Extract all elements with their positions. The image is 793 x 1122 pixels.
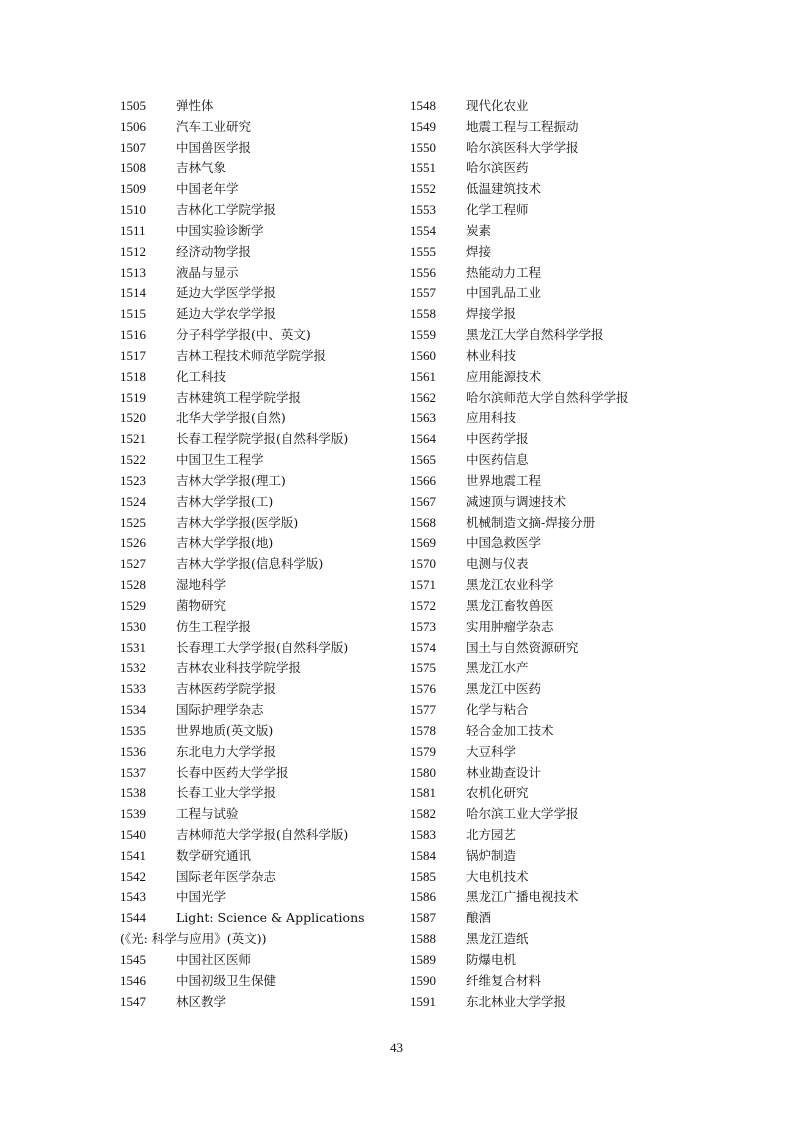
journal-title: 轻合金加工技术 xyxy=(466,722,554,738)
journal-title: 吉林气象 xyxy=(176,160,227,176)
journal-entry xyxy=(120,846,398,867)
entry-number: 1526 xyxy=(120,535,146,551)
journal-entry xyxy=(410,283,680,304)
journal-entry xyxy=(120,304,398,325)
journal-title: 吉林大学学报(医学版) xyxy=(176,514,299,530)
journal-entry xyxy=(410,429,680,450)
journal-entry xyxy=(120,783,398,804)
journal-title: 吉林大学学报(信息科学版) xyxy=(176,556,324,572)
journal-title: 焊接学报 xyxy=(466,306,517,322)
journal-entry xyxy=(120,867,398,888)
journal-title: 哈尔滨医科大学学报 xyxy=(466,139,579,155)
journal-title: 汽车工业研究 xyxy=(176,118,252,134)
entry-number: 1506 xyxy=(120,118,146,134)
journal-entry xyxy=(120,575,398,596)
entry-number: 1509 xyxy=(120,181,146,197)
entry-number: 1535 xyxy=(120,722,146,738)
entry-number: 1577 xyxy=(410,702,436,718)
journal-title: 经济动物学报 xyxy=(176,243,252,259)
entry-number: 1505 xyxy=(120,98,146,113)
journal-entry xyxy=(410,388,680,409)
journal-title: 菌物研究 xyxy=(176,597,227,613)
entry-number: 1530 xyxy=(120,618,146,634)
journal-entry xyxy=(120,971,398,992)
journal-title: 应用能源技术 xyxy=(466,368,542,384)
journal-title: 焊接 xyxy=(466,243,492,259)
journal-entry xyxy=(120,200,398,221)
journal-entry xyxy=(410,825,680,846)
entry-number: 1510 xyxy=(120,202,146,218)
journal-entry xyxy=(410,367,680,388)
journal-entry xyxy=(120,721,398,742)
entry-number: 1548 xyxy=(410,98,436,113)
journal-title: 中医药信息 xyxy=(466,452,529,468)
journal-title: 长春工业大学学报 xyxy=(176,785,277,801)
entry-number: 1555 xyxy=(410,243,436,259)
journal-title: 中国乳品工业 xyxy=(466,285,542,301)
journal-title: 地震工程与工程振动 xyxy=(466,118,579,134)
journal-title: 热能动力工程 xyxy=(466,264,542,280)
journal-entry xyxy=(120,96,398,117)
entry-number: 1508 xyxy=(120,160,146,176)
entry-number: 1541 xyxy=(120,847,146,863)
entry-number: 1586 xyxy=(410,889,436,905)
journal-title: 长春中医药大学学报 xyxy=(176,764,289,780)
journal-entry xyxy=(120,429,398,450)
journal-entry xyxy=(410,846,680,867)
journal-entry xyxy=(120,158,398,179)
journal-title: 黑龙江农业科学 xyxy=(466,577,554,593)
journal-entry xyxy=(410,533,680,554)
entry-number: 1546 xyxy=(120,972,146,988)
journal-entry xyxy=(410,554,680,575)
journal-entry xyxy=(410,471,680,492)
entry-number: 1582 xyxy=(410,806,436,822)
journal-title: 数学研究通讯 xyxy=(176,847,252,863)
journal-entry xyxy=(410,117,680,138)
journal-title: 吉林化工学院学报 xyxy=(176,202,277,218)
journal-entry xyxy=(410,950,680,971)
journal-title: 林业科技 xyxy=(466,347,517,363)
journal-entry xyxy=(120,492,398,513)
journal-title: 大豆科学 xyxy=(466,743,517,759)
journal-entry xyxy=(410,408,680,429)
entry-number: 1558 xyxy=(410,306,436,322)
journal-title: 中国初级卫生保健 xyxy=(176,972,277,988)
entry-number: 1559 xyxy=(410,327,436,343)
journal-entry xyxy=(120,887,398,908)
entry-number: 1551 xyxy=(410,160,436,176)
entry-number: 1556 xyxy=(410,264,436,280)
journal-entry xyxy=(410,658,680,679)
entry-number: 1587 xyxy=(410,910,436,926)
journal-title: 长春理工大学学报(自然科学版) xyxy=(176,639,349,655)
journal-title: 电测与仪表 xyxy=(466,556,529,572)
entry-number: 1588 xyxy=(410,931,436,947)
journal-entry xyxy=(410,346,680,367)
journal-title: 中国兽医学报 xyxy=(176,139,252,155)
entry-number: 1590 xyxy=(410,972,436,988)
journal-entry xyxy=(120,825,398,846)
journal-title: 纤维复合材料 xyxy=(466,972,542,988)
journal-title: 吉林农业科技学院学报 xyxy=(176,660,302,676)
journal-entry xyxy=(120,117,398,138)
entry-number: 1550 xyxy=(410,139,436,155)
journal-entry xyxy=(410,492,680,513)
journal-entry xyxy=(410,96,680,117)
journal-entry xyxy=(120,242,398,263)
journal-entry xyxy=(410,867,680,888)
entry-number: 1536 xyxy=(120,743,146,759)
entry-number: 1518 xyxy=(120,368,146,384)
entry-number: 1584 xyxy=(410,847,436,863)
entry-number: 1567 xyxy=(410,493,436,509)
journal-title: 林业勘查设计 xyxy=(466,764,542,780)
entry-number: 1515 xyxy=(120,306,146,322)
entry-number: 1534 xyxy=(120,702,146,718)
journal-title: 化学工程师 xyxy=(466,202,529,218)
journal-entry xyxy=(410,908,680,929)
entry-number: 1578 xyxy=(410,722,436,738)
journal-entry xyxy=(410,325,680,346)
journal-title: 中国实验诊断学 xyxy=(176,222,264,238)
entry-number: 1553 xyxy=(410,202,436,218)
journal-entry xyxy=(120,263,398,284)
entry-number: 1511 xyxy=(120,222,146,238)
journal-entry xyxy=(120,700,398,721)
journal-entry xyxy=(120,950,398,971)
entry-number: 1513 xyxy=(120,264,146,280)
entry-number: 1574 xyxy=(410,639,436,655)
entry-number: 1557 xyxy=(410,285,436,301)
journal-title: 液晶与显示 xyxy=(176,264,239,280)
journal-title: 黑龙江畜牧兽医 xyxy=(466,597,554,613)
journal-entry xyxy=(410,992,680,1013)
entry-number: 1539 xyxy=(120,806,146,822)
entry-number: 1519 xyxy=(120,389,146,405)
journal-entry xyxy=(120,513,398,534)
journal-entry xyxy=(410,575,680,596)
entry-number: 1543 xyxy=(120,889,146,905)
journal-title: 弹性体 xyxy=(176,98,214,113)
journal-title: 酿酒 xyxy=(466,910,492,926)
journal-title: 锅炉制造 xyxy=(466,847,517,863)
entry-number: 1516 xyxy=(120,327,146,343)
entry-number: 1560 xyxy=(410,347,436,363)
entry-number: 1576 xyxy=(410,681,436,697)
entry-number: 1549 xyxy=(410,118,436,134)
journal-title: 中国光学 xyxy=(176,889,227,905)
journal-entry xyxy=(120,742,398,763)
journal-title: 吉林工程技术师范学院学报 xyxy=(176,347,327,363)
journal-entry xyxy=(410,513,680,534)
journal-title: 实用肿瘤学杂志 xyxy=(466,618,554,634)
journal-title: 东北电力大学学报 xyxy=(176,743,277,759)
page-number: 43 xyxy=(390,1040,403,1055)
journal-entry xyxy=(410,200,680,221)
journal-entry xyxy=(410,700,680,721)
journal-entry xyxy=(410,742,680,763)
entry-number: 1540 xyxy=(120,826,146,842)
journal-title: 炭素 xyxy=(466,222,492,238)
journal-title: 中医药学报 xyxy=(466,431,529,447)
journal-entry xyxy=(410,929,680,950)
journal-entry xyxy=(120,533,398,554)
entry-number: 1571 xyxy=(410,577,436,593)
journal-title: 吉林建筑工程学院学报 xyxy=(176,389,302,405)
journal-title: 分子科学学报(中、英文) xyxy=(176,327,311,343)
journal-entry xyxy=(410,450,680,471)
journal-title: 农机化研究 xyxy=(466,785,529,801)
entry-number: 1585 xyxy=(410,868,436,884)
journal-entry xyxy=(120,763,398,784)
entry-number: 1547 xyxy=(120,993,146,1009)
journal-title: 湿地科学 xyxy=(176,577,227,593)
entry-number: 1570 xyxy=(410,556,436,572)
journal-title: 中国社区医师 xyxy=(176,951,252,967)
journal-entry xyxy=(120,471,398,492)
journal-title: 吉林医药学院学报 xyxy=(176,681,277,697)
entry-number: 1523 xyxy=(120,472,146,488)
journal-entry xyxy=(120,179,398,200)
journal-title: 中国卫生工程学 xyxy=(176,452,264,468)
journal-title: 吉林大学学报(地) xyxy=(176,535,274,551)
journal-entry xyxy=(120,679,398,700)
journal-title: 防爆电机 xyxy=(466,951,517,967)
journal-entry xyxy=(410,617,680,638)
entry-number: 1554 xyxy=(410,222,436,238)
entry-number: 1568 xyxy=(410,514,436,530)
journal-title: 机械制造文摘-焊接分册 xyxy=(466,514,596,530)
journal-entry xyxy=(410,263,680,284)
journal-title: 黑龙江造纸 xyxy=(466,931,529,947)
entry-number: 1544 xyxy=(120,910,146,926)
journal-title: 中国急救医学 xyxy=(466,535,542,551)
entry-number: 1522 xyxy=(120,452,146,468)
journal-title: 林区教学 xyxy=(176,993,227,1009)
entry-number: 1529 xyxy=(120,597,146,613)
journal-entry xyxy=(120,388,398,409)
entry-number: 1537 xyxy=(120,764,146,780)
entry-number: 1564 xyxy=(410,431,436,447)
entry-number: 1572 xyxy=(410,597,436,613)
journal-entry xyxy=(410,304,680,325)
journal-entry xyxy=(410,242,680,263)
journal-title: 大电机技术 xyxy=(466,868,529,884)
journal-entry xyxy=(120,992,398,1013)
journal-title: 世界地震工程 xyxy=(466,472,542,488)
journal-entry xyxy=(410,596,680,617)
journal-title: 化学与粘合 xyxy=(466,702,529,718)
journal-entry xyxy=(120,638,398,659)
entry-number: 1562 xyxy=(410,389,436,405)
journal-title: 延边大学农学学报 xyxy=(176,306,277,322)
journal-title: 化工科技 xyxy=(176,368,227,384)
journal-title: Light: Science & Applications xyxy=(176,910,365,926)
entry-number: 1565 xyxy=(410,452,436,468)
journal-entry xyxy=(410,783,680,804)
journal-entry xyxy=(120,325,398,346)
journal-entry xyxy=(410,221,680,242)
entry-number: 1525 xyxy=(120,514,146,530)
journal-title: 黑龙江广播电视技术 xyxy=(466,889,579,905)
journal-entry xyxy=(410,138,680,159)
journal-title: 黑龙江中医药 xyxy=(466,681,542,697)
journal-entry xyxy=(120,617,398,638)
journal-title: 黑龙江水产 xyxy=(466,660,529,676)
entry-number: 1591 xyxy=(410,993,436,1009)
journal-title: 黑龙江大学自然科学学报 xyxy=(466,327,604,343)
journal-title: 国土与自然资源研究 xyxy=(466,639,579,655)
journal-title: 长春工程学院学报(自然科学版) xyxy=(176,431,349,447)
journal-title: 哈尔滨工业大学学报 xyxy=(466,806,579,822)
journal-title: 北华大学学报(自然) xyxy=(176,410,286,426)
journal-entry-continuation xyxy=(120,929,398,950)
journal-title: 减速顶与调速技术 xyxy=(466,493,567,509)
right-column xyxy=(410,96,680,1012)
journal-title: 应用科技 xyxy=(466,410,517,426)
journal-title: (《光: 科学与应用》(英文)) xyxy=(120,931,267,947)
journal-title: 中国老年学 xyxy=(176,181,239,197)
entry-number: 1532 xyxy=(120,660,146,676)
entry-number: 1527 xyxy=(120,556,146,572)
journal-entry xyxy=(120,658,398,679)
journal-entry xyxy=(120,596,398,617)
journal-title: 仿生工程学报 xyxy=(176,618,252,634)
entry-number: 1563 xyxy=(410,410,436,426)
entry-number: 1552 xyxy=(410,181,436,197)
journal-entry xyxy=(410,679,680,700)
journal-entry xyxy=(410,763,680,784)
journal-title: 国际护理学杂志 xyxy=(176,702,264,718)
entry-number: 1533 xyxy=(120,681,146,697)
entry-number: 1575 xyxy=(410,660,436,676)
journal-title: 现代化农业 xyxy=(466,98,529,113)
journal-entry xyxy=(120,138,398,159)
journal-entry xyxy=(120,221,398,242)
journal-entry xyxy=(120,346,398,367)
journal-entry xyxy=(120,367,398,388)
entry-number: 1520 xyxy=(120,410,146,426)
journal-entry xyxy=(410,887,680,908)
journal-entry xyxy=(120,283,398,304)
journal-title: 工程与试验 xyxy=(176,806,239,822)
journal-title: 北方园艺 xyxy=(466,826,517,842)
journal-title: 国际老年医学杂志 xyxy=(176,868,277,884)
journal-title: 哈尔滨医药 xyxy=(466,160,529,176)
left-column xyxy=(120,96,398,1012)
entry-number: 1528 xyxy=(120,577,146,593)
entry-number: 1507 xyxy=(120,139,146,155)
entry-number: 1521 xyxy=(120,431,146,447)
journal-title: 东北林业大学学报 xyxy=(466,993,567,1009)
entry-number: 1580 xyxy=(410,764,436,780)
journal-entry xyxy=(410,638,680,659)
entry-number: 1573 xyxy=(410,618,436,634)
entry-number: 1569 xyxy=(410,535,436,551)
entry-number: 1514 xyxy=(120,285,146,301)
entry-number: 1561 xyxy=(410,368,436,384)
journal-entry xyxy=(120,908,398,929)
journal-entry xyxy=(120,554,398,575)
journal-entry xyxy=(410,804,680,825)
entry-number: 1579 xyxy=(410,743,436,759)
journal-title: 延边大学医学学报 xyxy=(176,285,277,301)
entry-number: 1531 xyxy=(120,639,146,655)
entry-number: 1512 xyxy=(120,243,146,259)
entry-number: 1589 xyxy=(410,951,436,967)
journal-entry xyxy=(410,971,680,992)
journal-title: 吉林大学学报(理工) xyxy=(176,472,286,488)
journal-entry xyxy=(120,804,398,825)
entry-number: 1517 xyxy=(120,347,146,363)
entry-number: 1566 xyxy=(410,472,436,488)
journal-entry xyxy=(120,450,398,471)
journal-entry xyxy=(120,408,398,429)
entry-number: 1545 xyxy=(120,951,146,967)
journal-title: 吉林师范大学学报(自然科学版) xyxy=(176,826,349,842)
journal-title: 哈尔滨师范大学自然科学学报 xyxy=(466,389,629,405)
journal-entry xyxy=(410,721,680,742)
journal-entry xyxy=(410,179,680,200)
entry-number: 1542 xyxy=(120,868,146,884)
journal-entry xyxy=(410,158,680,179)
journal-title: 世界地质(英文版) xyxy=(176,722,274,738)
journal-title: 低温建筑技术 xyxy=(466,181,542,197)
entry-number: 1524 xyxy=(120,493,146,509)
entry-number: 1538 xyxy=(120,785,146,801)
entry-number: 1581 xyxy=(410,785,436,801)
journal-title: 吉林大学学报(工) xyxy=(176,493,274,509)
entry-number: 1583 xyxy=(410,826,436,842)
